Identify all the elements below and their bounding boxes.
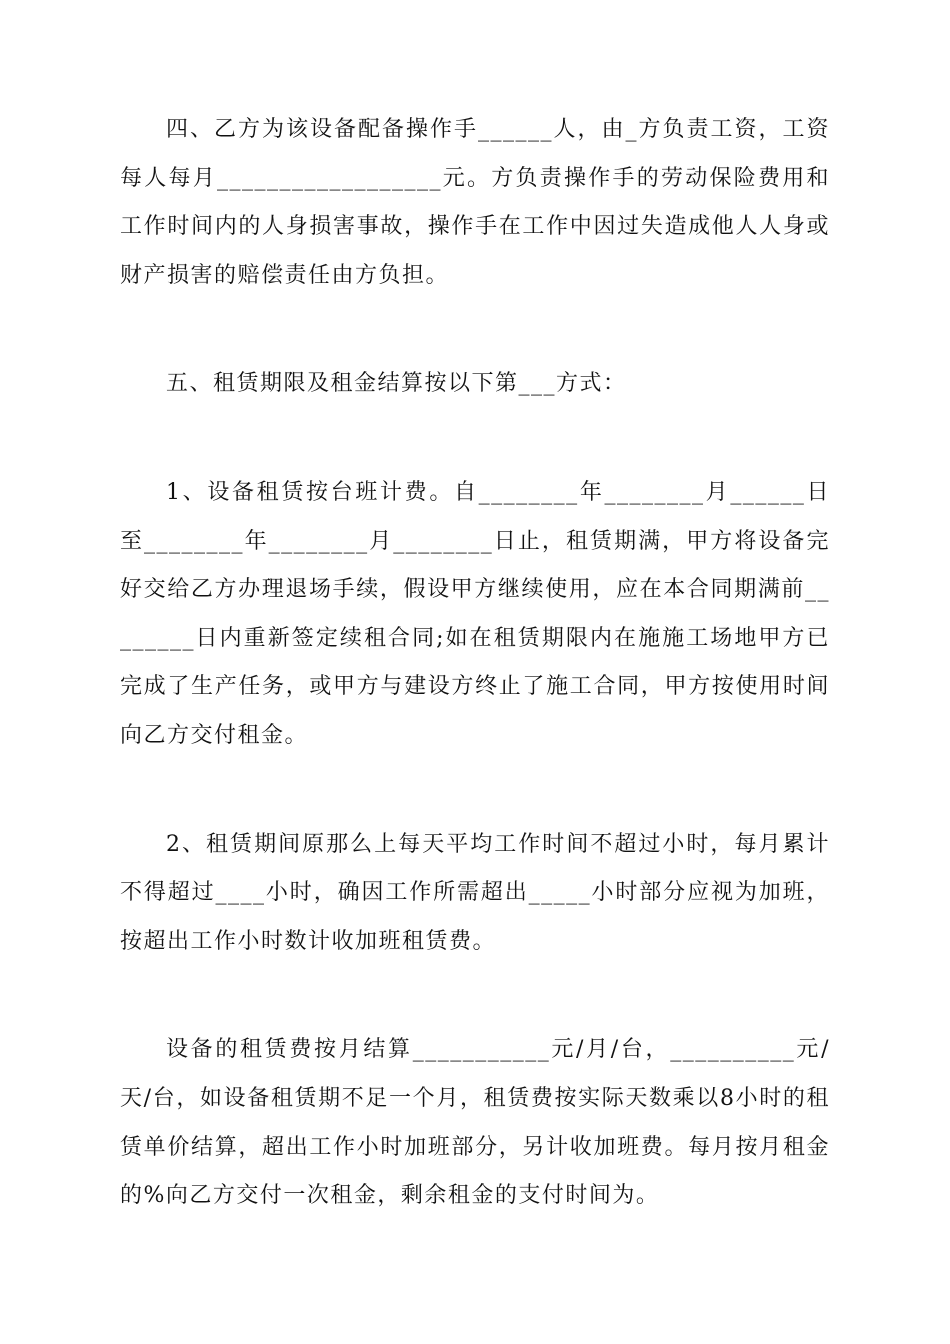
paragraph-gap bbox=[120, 966, 830, 1026]
paragraph-gap bbox=[120, 300, 830, 360]
paragraph-gap bbox=[120, 409, 830, 469]
paragraph-gap bbox=[120, 761, 830, 821]
clause-5-1-shift-billing: 1、设备租赁按台班计费。自________年________月______日至________年________月________日止，租赁期满，甲方将设备完好交给乙方办理退场手续，假设甲方继续使用，应在本合同期满前________日内重新签定续租合同;如在租赁期限内在施施工场地甲方已完成了生产任务，或甲方与建设方终止了施工合同，甲方按使用时间向乙方交付租金。 bbox=[120, 479, 830, 748]
document-page bbox=[120, 106, 830, 1221]
clause-5-2-working-hours: 2、租赁期间原那么上每天平均工作时间不超过小时，每月累计不得超过____小时，确因工作所需超出_____小时部分应视为加班，按超出工作小时数计收加班租赁费。 bbox=[120, 831, 830, 954]
clause-4-operators: 四、乙方为该设备配备操作手______人，由_方负责工资，工资每人每月__________________元。方负责操作手的劳动保险费用和工作时间内的人身损害事故，操作手在工作中因过失造成他人人身或财产损害的赔偿责任由方负担。 bbox=[120, 117, 830, 288]
clause-5-lease-terms: 五、租赁期限及租金结算按以下第___方式： bbox=[166, 371, 627, 397]
clause-rental-fee-settlement: 设备的租赁费按月结算___________元/月/台，__________元/天/台，如设备租赁期不足一个月，租赁费按实际天数乘以8小时的租赁单价结算，超出工作小时加班部分，另计收加班费。每月按月租金的%向乙方交付一次租金，剩余租金的支付时间为。 bbox=[120, 1037, 830, 1209]
